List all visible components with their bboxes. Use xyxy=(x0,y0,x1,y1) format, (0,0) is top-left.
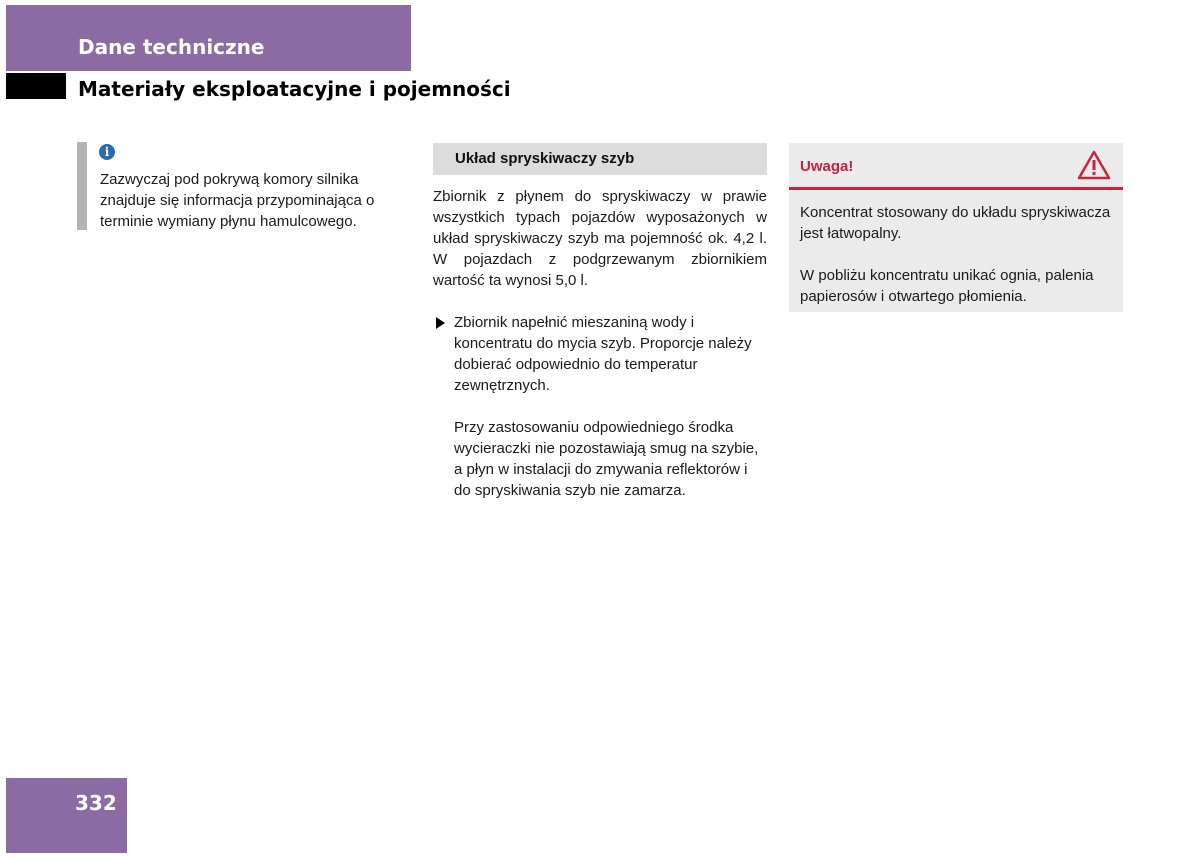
warning-triangle-icon xyxy=(1077,150,1111,180)
section-subheading: Układ spryskiwaczy szyb xyxy=(433,143,767,175)
warning-label: Uwaga! xyxy=(800,158,854,175)
page-title: Materiały eksploatacyjne i pojemności xyxy=(78,77,511,101)
title-marker-bar xyxy=(6,73,66,99)
followup-paragraph: Przy zastosowaniu odpowiedniego środka wycieraczki nie pozostawiają smug na szybie, a płyn w instalacji do zmywania reflektorów i do spryskiwania szyb nie zamarza. xyxy=(454,419,759,499)
warning-body xyxy=(789,190,1123,307)
section-header-tab xyxy=(6,5,411,71)
warning-paragraph: Koncentrat stosowany do układu spryskiwacza jest łatwopalny. xyxy=(800,204,1111,242)
page-number: 332 xyxy=(75,791,117,815)
capacity-paragraph: Zbiornik z płynem do spryskiwaczy w prawie wszystkich typach pojazdów wyposażonych w układ spryskiwaczy szyb ma pojemność ok. 4,2 l. W pojazdach z podgrzewanym zbiornikiem wartość ta wynosi 5,0 l. xyxy=(433,188,767,289)
instruction-step xyxy=(433,312,767,396)
warning-paragraph: W pobliżu koncentratu unikać ognia, palenia papierosów i otwartego płomienia. xyxy=(800,267,1094,305)
info-icon: i xyxy=(99,144,115,160)
section-label: Dane techniczne xyxy=(78,35,265,59)
note-text: Zazwyczaj pod pokrywą komory silnika znajduje się informacja przypominająca o terminie wymiany płynu hamulcowego. xyxy=(100,171,375,230)
page-number-tab xyxy=(6,778,127,853)
warning-box xyxy=(789,143,1123,312)
instruction-text: Zbiornik napełnić mieszaniną wody i koncentratu do mycia szyb. Proporcje należy dobierać odpowiednio do temperatur zewnętrznych. xyxy=(454,314,752,394)
washer-system-section xyxy=(433,143,767,501)
arrow-right-icon xyxy=(436,317,445,329)
warning-header xyxy=(789,143,1123,190)
note-side-bar xyxy=(77,142,87,230)
